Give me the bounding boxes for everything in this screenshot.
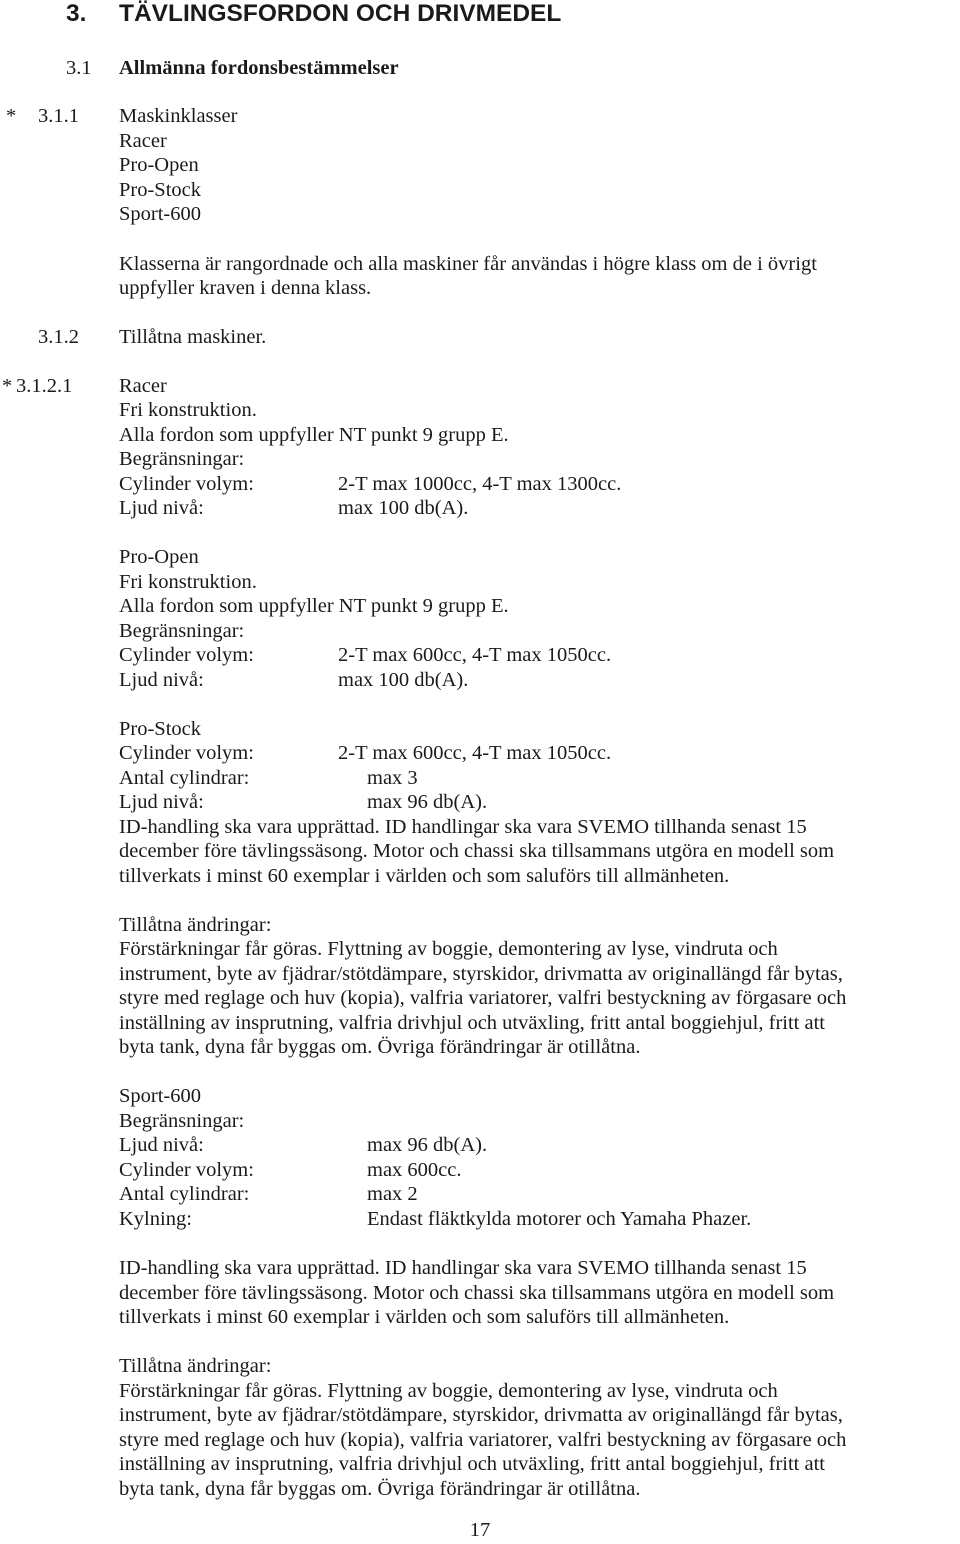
class-item: Racer	[119, 130, 167, 152]
paragraph-line: december före tävlingssäsong. Motor och chassi ska tillsammans utgöra en modell som	[119, 1282, 835, 1304]
spec-value: max 600cc.	[367, 1159, 462, 1181]
spec-value: 2-T max 1000cc, 4-T max 1300cc.	[338, 473, 622, 495]
class-title: Pro-Open	[119, 546, 199, 568]
subsection-number: 3.1.1	[38, 105, 79, 127]
text-line: Begränsningar:	[119, 1110, 245, 1132]
spec-label: Cylinder volym:	[119, 1159, 254, 1181]
text-line: Fri konstruktion.	[119, 571, 257, 593]
spec-value: max 96 db(A).	[367, 1134, 488, 1156]
spec-value: 2-T max 600cc, 4-T max 1050cc.	[338, 644, 612, 666]
class-item: Pro-Stock	[119, 179, 201, 201]
spec-value: max 96 db(A).	[367, 791, 488, 813]
paragraph-line: uppfyller kraven i denna klass.	[119, 277, 372, 299]
paragraph-line: tillverkats i minst 60 exemplar i världen och som saluförs till allmänheten.	[119, 865, 730, 887]
change-marker: *	[2, 375, 13, 397]
spec-label: Cylinder volym:	[119, 473, 254, 495]
paragraph-line: byta tank, dyna får byggas om. Övriga förändringar är otillåtna.	[119, 1036, 641, 1058]
text-line: Begränsningar:	[119, 448, 245, 470]
paragraph-line: ID-handling ska vara upprättad. ID handlingar ska vara SVEMO tillhanda senast 15	[119, 1257, 807, 1279]
class-title: Pro-Stock	[119, 718, 201, 740]
class-item: Pro-Open	[119, 154, 199, 176]
text-line: Alla fordon som uppfyller NT punkt 9 grupp E.	[119, 595, 509, 617]
spec-label: Cylinder volym:	[119, 742, 254, 764]
paragraph-line: Förstärkningar får göras. Flyttning av boggie, demontering av lyse, vindruta och	[119, 1380, 778, 1402]
spec-value: max 3	[367, 767, 418, 789]
paragraph-line: styre med reglage och huv (kopia), valfria variatorer, valfri bestyckning av förgasare och	[119, 1429, 847, 1451]
changes-title: Tillåtna ändringar:	[119, 1355, 272, 1377]
subsection-title: Maskinklasser	[119, 105, 238, 127]
class-title: Sport-600	[119, 1085, 201, 1107]
spec-label: Antal cylindrar:	[119, 1183, 250, 1205]
subsection-number: 3.1.2	[38, 326, 79, 348]
text-line: Alla fordon som uppfyller NT punkt 9 grupp E.	[119, 424, 509, 446]
paragraph-line: Klasserna är rangordnade och alla maskiner får användas i högre klass om de i övrigt	[119, 253, 817, 275]
text-line: Fri konstruktion.	[119, 399, 257, 421]
spec-value: max 2	[367, 1183, 418, 1205]
section-title: Allmänna fordonsbestämmelser	[119, 57, 399, 79]
paragraph-line: inställning av insprutning, valfria drivhjul och utväxling, fritt antal boggiehjul, fritt att	[119, 1453, 825, 1475]
text-line: Begränsningar:	[119, 620, 245, 642]
spec-label: Ljud nivå:	[119, 791, 204, 813]
spec-label: Antal cylindrar:	[119, 767, 250, 789]
subsection-title: Tillåtna maskiner.	[119, 326, 267, 348]
paragraph-line: tillverkats i minst 60 exemplar i världen och som saluförs till allmänheten.	[119, 1306, 730, 1328]
spec-label: Ljud nivå:	[119, 497, 204, 519]
spec-label: Cylinder volym:	[119, 644, 254, 666]
spec-label: Ljud nivå:	[119, 1134, 204, 1156]
paragraph-line: ID-handling ska vara upprättad. ID handlingar ska vara SVEMO tillhanda senast 15	[119, 816, 807, 838]
chapter-number: 3.	[66, 0, 87, 27]
page-number: 17	[469, 1519, 491, 1541]
spec-value: 2-T max 600cc, 4-T max 1050cc.	[338, 742, 612, 764]
spec-label: Kylning:	[119, 1208, 192, 1230]
spec-value: max 100 db(A).	[338, 669, 469, 691]
paragraph-line: december före tävlingssäsong. Motor och chassi ska tillsammans utgöra en modell som	[119, 840, 835, 862]
chapter-title: TÄVLINGSFORDON OCH DRIVMEDEL	[119, 0, 562, 27]
paragraph-line: instrument, byte av fjädrar/stötdämpare, styrskidor, drivmatta av originallängd får bytas,	[119, 963, 843, 985]
spec-label: Ljud nivå:	[119, 669, 204, 691]
paragraph-line: Förstärkningar får göras. Flyttning av boggie, demontering av lyse, vindruta och	[119, 938, 778, 960]
paragraph-line: instrument, byte av fjädrar/stötdämpare, styrskidor, drivmatta av originallängd får bytas,	[119, 1404, 843, 1426]
spec-value: Endast fläktkylda motorer och Yamaha Phazer.	[367, 1208, 752, 1230]
paragraph-line: styre med reglage och huv (kopia), valfria variatorer, valfri bestyckning av förgasare och	[119, 987, 847, 1009]
changes-title: Tillåtna ändringar:	[119, 914, 272, 936]
section-number: 3.1	[66, 57, 92, 79]
change-marker: *	[6, 105, 17, 127]
spec-value: max 100 db(A).	[338, 497, 469, 519]
paragraph-line: inställning av insprutning, valfria drivhjul och utväxling, fritt antal boggiehjul, fritt att	[119, 1012, 825, 1034]
class-item: Sport-600	[119, 203, 201, 225]
class-title: Racer	[119, 375, 167, 397]
subsection-number: 3.1.2.1	[16, 375, 73, 397]
paragraph-line: byta tank, dyna får byggas om. Övriga förändringar är otillåtna.	[119, 1478, 641, 1500]
